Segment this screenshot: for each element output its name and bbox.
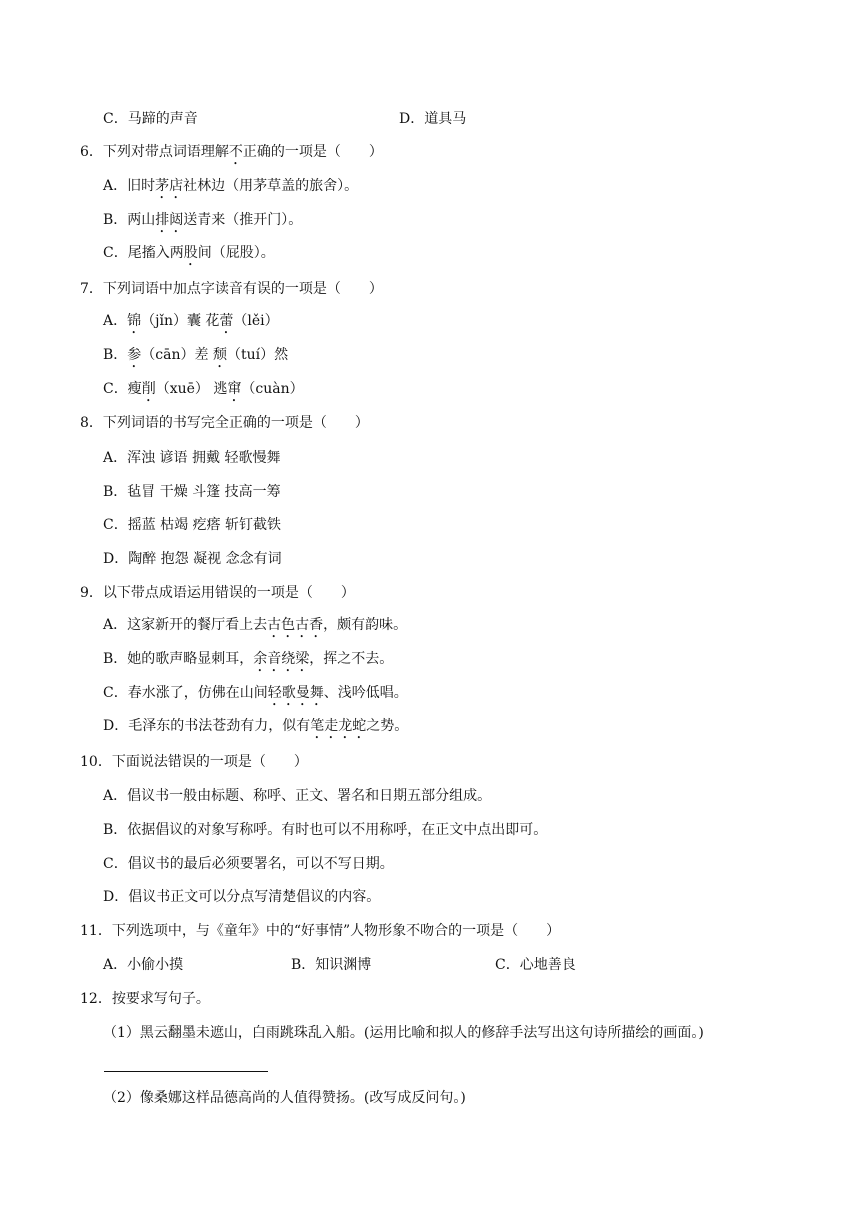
dotted-word: 古色古香: [267, 617, 324, 633]
option-d: [103, 717, 408, 742]
option-d: D．陶醉 抱怨 凝视 念念有词: [103, 551, 282, 567]
question-11: 11．下列选项中，与《童年》中的“好事情”人物形象不吻合的一项是（ ）: [80, 923, 561, 939]
option-c: [103, 380, 304, 405]
text-segment: （lěi）: [233, 313, 279, 329]
dotted-word: 轻歌曼舞: [267, 685, 324, 701]
option-a: [103, 177, 358, 202]
text-segment: B．: [103, 347, 128, 363]
text-segment: C．春水涨了，仿佛在山间: [103, 685, 268, 701]
sub-question-1: （1）黑云翻墨未遮山，白雨跳珠乱入船。(运用比喻和拟人的修辞手法写出这句诗所描绘的画面。): [103, 1025, 704, 1041]
text-segment: （tuí）然: [226, 347, 289, 363]
text-segment: ，挥之不去。: [309, 651, 394, 667]
dotted-word: 茅店: [155, 178, 184, 194]
text-segment: 送青来（推开门）。: [183, 212, 303, 228]
option-a: A．小偷小摸: [103, 957, 184, 973]
option-a: [103, 312, 279, 337]
option-c: [103, 244, 275, 269]
option-c: C．马蹄的声音: [103, 111, 198, 127]
text-segment: C．尾搐入两: [103, 245, 184, 261]
option-c: C．心地善良: [495, 957, 576, 973]
option-b: [103, 650, 393, 675]
dotted-word: 余音绕梁: [253, 651, 310, 667]
text-segment: （jǐn）囊 花: [141, 313, 220, 329]
dotted-word: 窜: [227, 381, 242, 397]
option-c: [103, 684, 408, 709]
answer-blank-line[interactable]: [104, 1071, 268, 1072]
text-segment: ，颇有韵味。: [323, 617, 408, 633]
text-segment: 社林边（用茅草盖的旅舍）。: [183, 178, 359, 194]
text-segment: 间（屁股）。: [197, 245, 275, 261]
text-segment: B．她的歌声略显刺耳，: [103, 651, 254, 667]
dotted-word: 笔走龙蛇: [310, 718, 367, 734]
text-segment: C．瘦: [103, 381, 142, 397]
dotted-word: 蕾: [219, 313, 234, 329]
option-b: [103, 211, 302, 236]
text-segment: D．毛泽东的书法苍劲有力，似有: [103, 718, 311, 734]
question-7: 7．下列词语中加点字读音有误的一项是（ ）: [80, 281, 383, 297]
dotted-word: 参: [127, 347, 142, 363]
text-segment: A．旧时: [103, 178, 156, 194]
option-b: B．依据倡议的对象写称呼。有时也可以不用称呼，在正文中点出即可。: [103, 822, 548, 838]
option-a: [103, 616, 407, 641]
dotted-word: 削: [141, 381, 156, 397]
question-8: 8．下列词语的书写完全正确的一项是（ ）: [80, 415, 369, 431]
option-c: C．摇蓝 枯竭 疙瘩 斩钉截铁: [103, 517, 282, 533]
sub-question-2: （2）像桑娜这样品德高尚的人值得赞扬。(改写成反问句。): [103, 1090, 466, 1106]
text-segment: A．: [103, 313, 128, 329]
question-6: [80, 143, 383, 168]
text-segment: A．这家新开的餐厅看上去: [103, 617, 268, 633]
option-a: A．倡议书一般由标题、称呼、正文、署名和日期五部分组成。: [103, 788, 492, 804]
dotted-word: 股: [183, 245, 198, 261]
option-c: C．倡议书的最后必须要署名，可以不写日期。: [103, 856, 394, 872]
text-segment: B．两山: [103, 212, 156, 228]
text-segment: （xuē） 逃: [155, 381, 228, 397]
option-d: D．倡议书正文可以分点写清楚倡议的内容。: [103, 889, 381, 905]
option-b: B．毡冒 干燥 斗篷 技高一筹: [103, 484, 281, 500]
text-segment: （cān）差: [141, 347, 213, 363]
text-segment: （cuàn）: [241, 381, 304, 397]
dotted-word: 排闼: [155, 212, 184, 228]
text-segment: 6．下列对带点词语理解: [80, 144, 229, 160]
text-segment: 之势。: [366, 718, 409, 734]
option-a: A．浑浊 谚语 拥戴 轻歌慢舞: [103, 450, 281, 466]
option-b: [103, 346, 288, 371]
question-9: 9．以下带点成语运用错误的一项是（ ）: [80, 585, 355, 601]
dotted-word: 锦: [127, 313, 142, 329]
text-segment: 、浅吟低唱。: [323, 685, 408, 701]
text-segment: 正确的一项是（ ）: [242, 144, 383, 160]
dotted-word: 不: [228, 144, 243, 160]
option-b: B．知识渊博: [291, 957, 372, 973]
question-12: 12．按要求写句子。: [80, 991, 210, 1007]
question-10: 10．下面说法错误的一项是（ ）: [80, 754, 308, 770]
option-d: D．道具马: [399, 111, 467, 127]
dotted-word: 颓: [212, 347, 227, 363]
